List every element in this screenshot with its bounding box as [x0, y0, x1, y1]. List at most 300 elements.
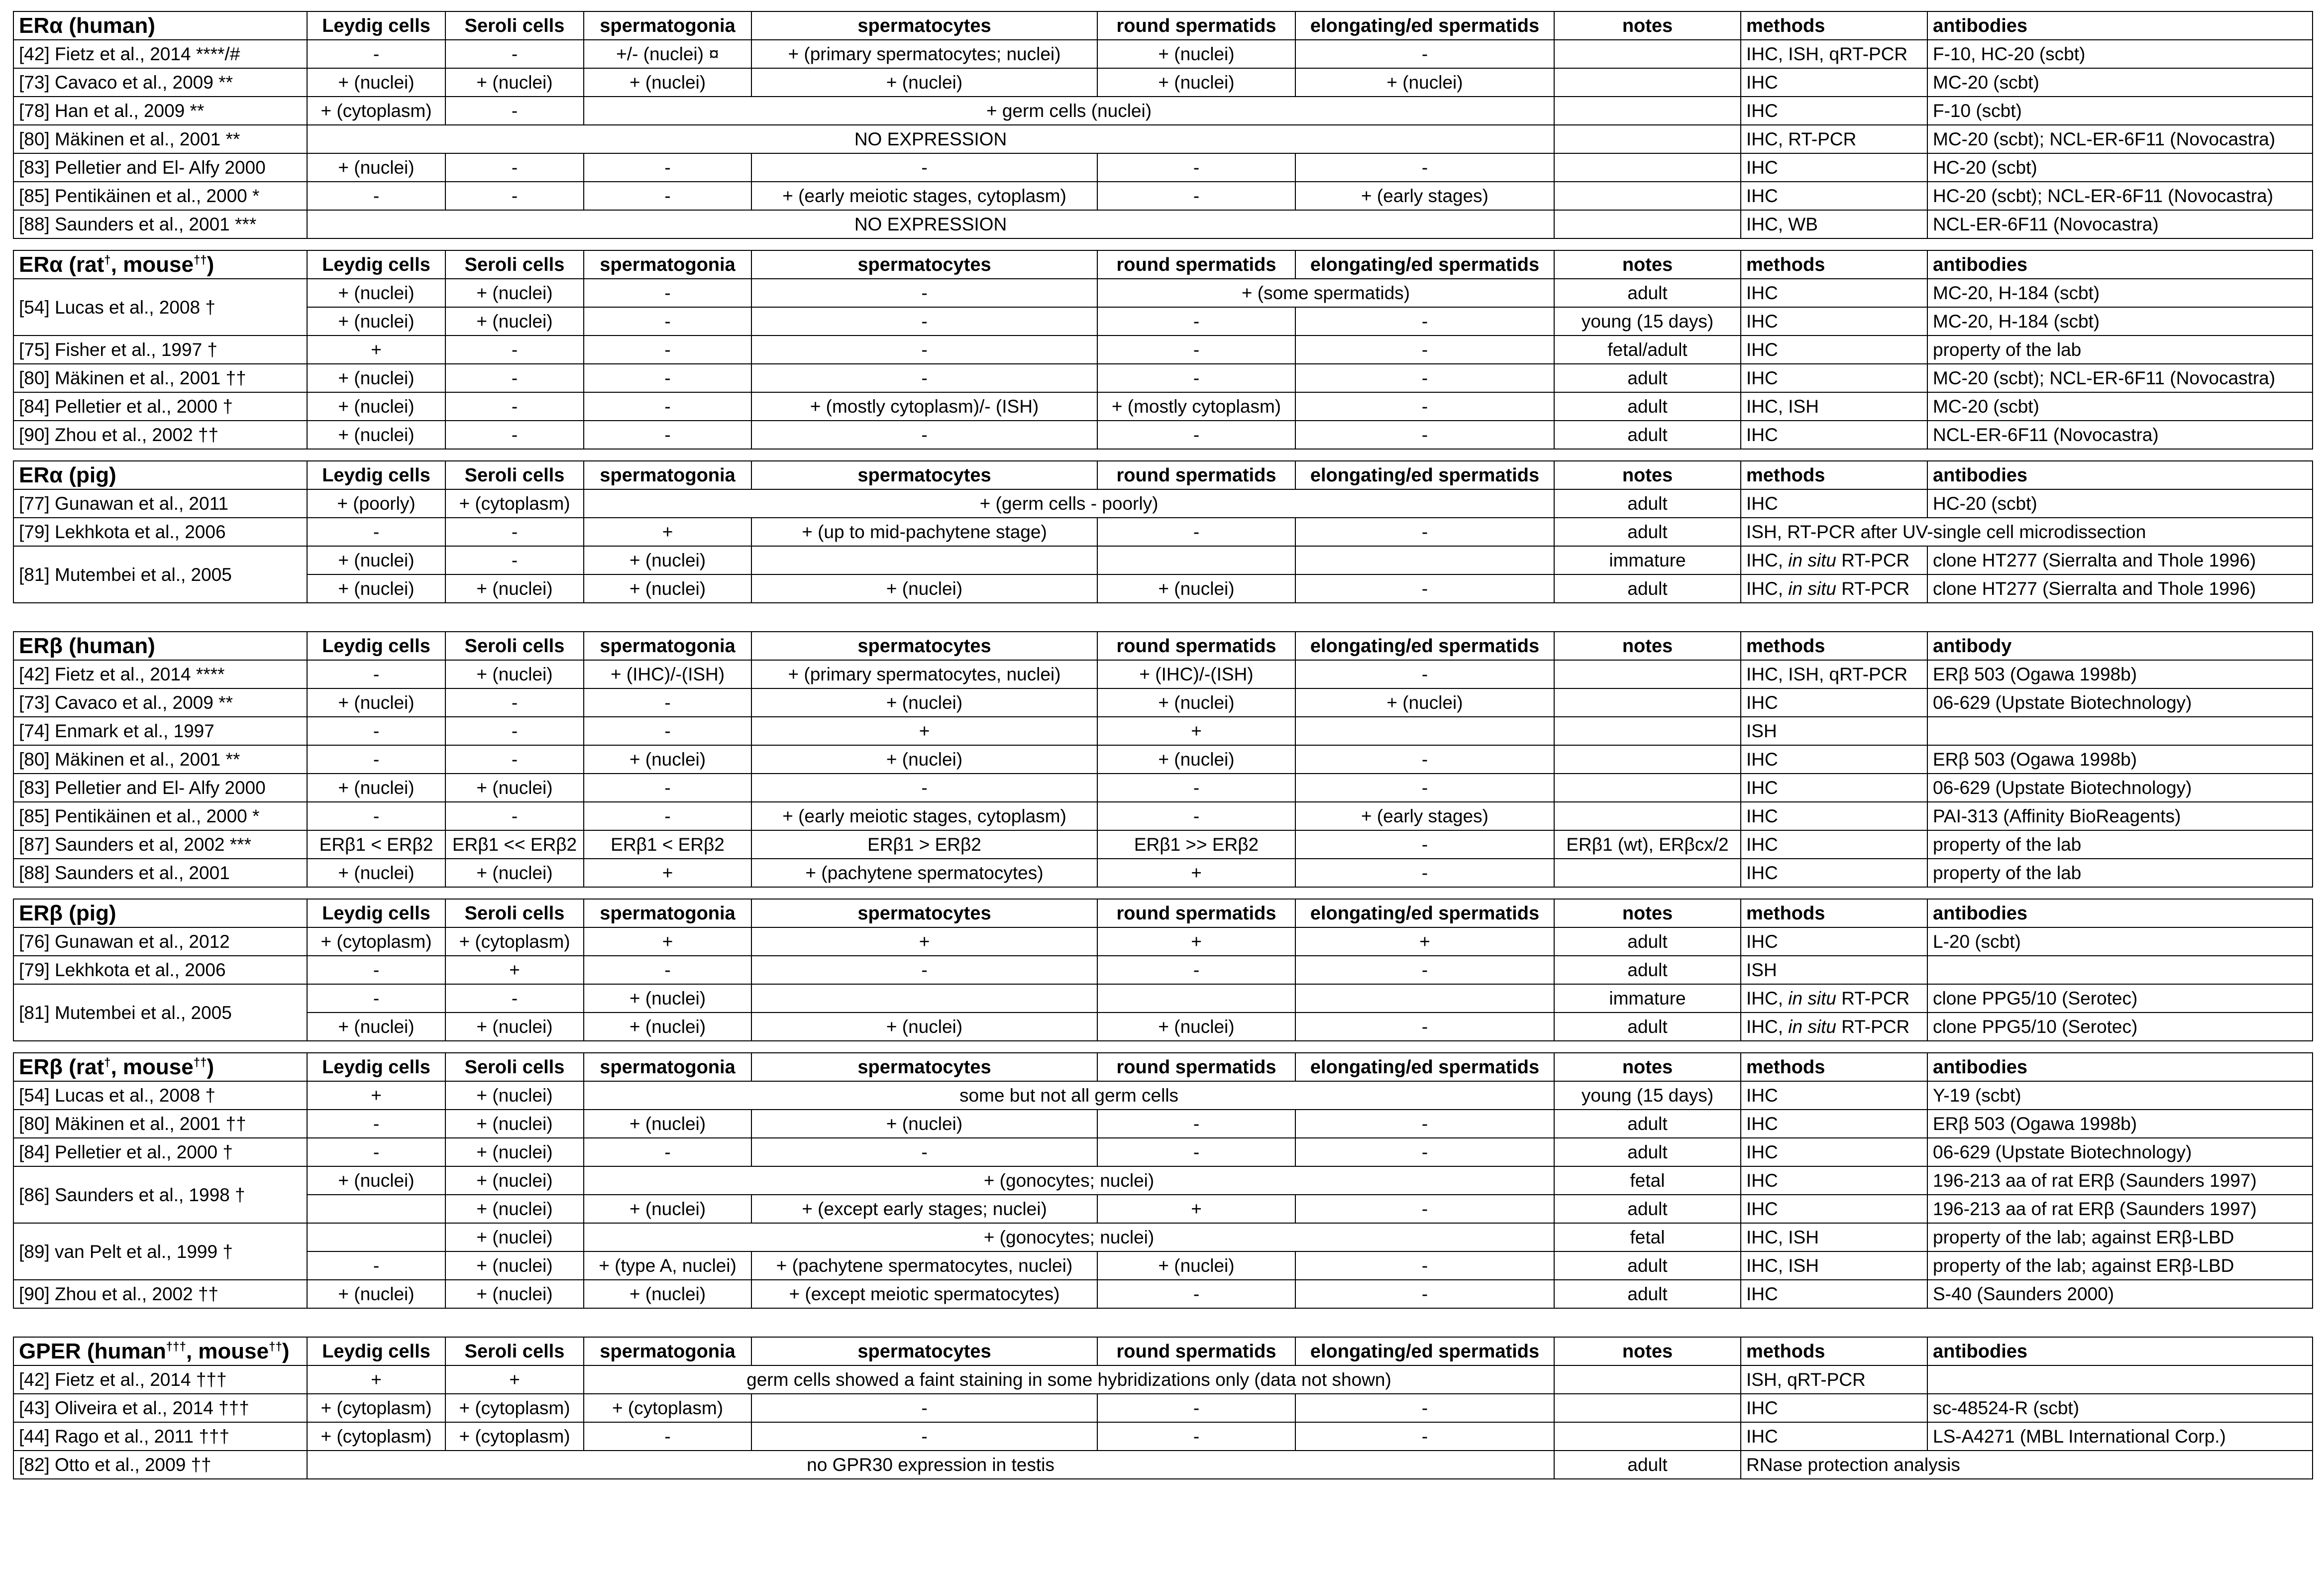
data-cell: + (IHC)/-(ISH)	[1097, 660, 1295, 688]
data-cell: -	[307, 518, 445, 546]
data-cell: fetal	[1554, 1223, 1741, 1251]
section-title-text: ERβ (human)	[19, 633, 155, 658]
column-header: notes	[1554, 1053, 1741, 1081]
data-cell: + (cytoplasm)	[445, 1422, 584, 1451]
column-header: round spermatids	[1097, 461, 1295, 489]
section-title-text: ERβ (pig)	[19, 901, 116, 925]
data-cell: MC-20 (scbt)	[1927, 68, 2313, 97]
section-title	[13, 11, 307, 40]
data-cell: + (nuclei)	[445, 660, 584, 688]
data-cell: + (early meiotic stages, cytoplasm)	[751, 802, 1097, 830]
table-row	[13, 392, 2313, 421]
column-header: antibodies	[1927, 461, 2313, 489]
data-cell: + (nuclei)	[307, 1166, 445, 1195]
column-header: notes	[1554, 250, 1741, 279]
data-cell: + (gonocytes; nuclei)	[584, 1166, 1554, 1195]
column-header: methods	[1741, 461, 1927, 489]
data-cell: adult	[1554, 1451, 1741, 1479]
section-title-footnote-mark: †	[104, 253, 111, 267]
table-row	[13, 1081, 2313, 1110]
column-header: round spermatids	[1097, 1337, 1295, 1365]
data-cell	[1554, 210, 1741, 238]
data-cell: -	[307, 802, 445, 830]
data-cell: +	[1295, 927, 1554, 956]
data-cell: -	[1097, 956, 1295, 984]
data-cell: IHC, ISH	[1741, 392, 1927, 421]
section-title-footnote-mark: ††	[193, 1055, 207, 1069]
section-title-footnote-mark: ††	[269, 1340, 282, 1353]
data-cell: -	[584, 336, 751, 364]
data-cell: some but not all germ cells	[584, 1081, 1554, 1110]
data-cell: IHC	[1741, 307, 1927, 336]
data-cell: + (primary spermatocytes, nuclei)	[751, 660, 1097, 688]
data-cell: -	[1295, 1422, 1554, 1451]
data-cell	[1741, 546, 1927, 574]
data-cell: +	[445, 1365, 584, 1394]
section-title-text: GPER (human	[19, 1339, 166, 1363]
data-cell: IHC	[1741, 1422, 1927, 1451]
data-cell: IHC	[1741, 859, 1927, 887]
data-cell: ERβ 503 (Ogawa 1998b)	[1927, 745, 2313, 774]
data-cell: -	[1295, 518, 1554, 546]
data-cell: -	[584, 279, 751, 307]
data-cell: -	[751, 956, 1097, 984]
section-header-row	[13, 1053, 2313, 1081]
reference-cell: [80] Mäkinen et al., 2001 **	[13, 745, 307, 774]
data-cell: -	[751, 336, 1097, 364]
data-cell: -	[584, 153, 751, 182]
data-cell: +	[584, 859, 751, 887]
data-cell	[1554, 802, 1741, 830]
data-cell: -	[307, 956, 445, 984]
data-cell: + (nuclei)	[307, 859, 445, 887]
data-cell: -	[1295, 392, 1554, 421]
data-cell: + (nuclei)	[751, 688, 1097, 717]
reference-cell: [42] Fietz et al., 2014 ****	[13, 660, 307, 688]
data-cell: -	[445, 336, 584, 364]
column-header: antibodies	[1927, 899, 2313, 927]
section-title-footnote-mark: ††	[193, 253, 207, 267]
data-cell: + (nuclei)	[584, 574, 751, 603]
data-cell: + (nuclei)	[307, 574, 445, 603]
data-cell: +	[307, 1365, 445, 1394]
cell-text-italic: in situ	[1788, 550, 1836, 570]
data-cell: ERβ1 < ERβ2	[307, 830, 445, 859]
data-cell: IHC, ISH, qRT-PCR	[1741, 660, 1927, 688]
data-cell	[1554, 68, 1741, 97]
reference-cell: [80] Mäkinen et al., 2001 ††	[13, 1110, 307, 1138]
data-cell: -	[1295, 774, 1554, 802]
data-cell: +	[751, 717, 1097, 745]
section-header-row	[13, 11, 2313, 40]
data-cell: -	[1097, 336, 1295, 364]
data-cell	[1554, 688, 1741, 717]
table-row	[13, 745, 2313, 774]
data-cell	[1927, 956, 2313, 984]
data-cell: -	[445, 745, 584, 774]
column-header: spermatogonia	[584, 632, 751, 660]
table-row	[13, 1251, 2313, 1280]
data-cell: -	[1295, 1195, 1554, 1223]
data-cell: + (nuclei)	[584, 984, 751, 1013]
data-cell: adult	[1554, 1013, 1741, 1041]
data-cell: ERβ1 > ERβ2	[751, 830, 1097, 859]
data-cell: IHC, ISH, qRT-PCR	[1741, 40, 1927, 68]
data-cell: -	[1295, 1251, 1554, 1280]
table-row	[13, 40, 2313, 68]
data-cell: IHC	[1741, 1280, 1927, 1308]
data-cell: -	[1097, 518, 1295, 546]
section-title	[13, 1337, 307, 1365]
data-cell: adult	[1554, 1110, 1741, 1138]
data-cell: + (nuclei)	[445, 68, 584, 97]
data-cell: + (nuclei)	[445, 1280, 584, 1308]
data-cell: clone HT277 (Sierralta and Thole 1996)	[1927, 546, 2313, 574]
reference-cell: [42] Fietz et al., 2014 †††	[13, 1365, 307, 1394]
data-cell: -	[751, 153, 1097, 182]
data-cell: -	[1295, 336, 1554, 364]
data-cell: -	[1097, 802, 1295, 830]
data-cell	[1927, 1365, 2313, 1394]
data-cell: +	[584, 927, 751, 956]
data-cell: IHC	[1741, 688, 1927, 717]
table-row	[13, 774, 2313, 802]
table-row	[13, 307, 2313, 336]
column-header: methods	[1741, 632, 1927, 660]
data-cell: -	[445, 421, 584, 449]
data-cell	[1554, 660, 1741, 688]
table-row	[13, 859, 2313, 887]
data-cell: IHC	[1741, 421, 1927, 449]
table-row	[13, 802, 2313, 830]
data-cell: + (nuclei)	[751, 68, 1097, 97]
data-cell: + (except meiotic spermatocytes)	[751, 1280, 1097, 1308]
column-header: elongating/ed spermatids	[1295, 1337, 1554, 1365]
data-cell	[1554, 745, 1741, 774]
data-cell: NCL-ER-6F11 (Novocastra)	[1927, 210, 2313, 238]
data-cell: + (pachytene spermatocytes)	[751, 859, 1097, 887]
reference-cell: [86] Saunders et al., 1998 †	[13, 1166, 307, 1223]
data-cell: + (nuclei)	[445, 1081, 584, 1110]
data-cell	[1554, 859, 1741, 887]
reference-cell: [42] Fietz et al., 2014 ****/#	[13, 40, 307, 68]
data-cell: + (nuclei)	[1295, 688, 1554, 717]
column-header: spermatogonia	[584, 1053, 751, 1081]
table-section	[13, 899, 2313, 1041]
reference-cell: [79] Lekhkota et al., 2006	[13, 956, 307, 984]
data-cell: -	[751, 364, 1097, 392]
reference-cell: [43] Oliveira et al., 2014 †††	[13, 1394, 307, 1422]
data-cell: + (early meiotic stages, cytoplasm)	[751, 182, 1097, 210]
data-cell: + (nuclei)	[751, 745, 1097, 774]
data-cell: + (nuclei)	[307, 279, 445, 307]
data-cell	[1554, 1394, 1741, 1422]
column-header: spermatocytes	[751, 250, 1097, 279]
data-cell: -	[584, 1138, 751, 1166]
column-header: antibodies	[1927, 11, 2313, 40]
data-cell: -	[307, 1110, 445, 1138]
data-cell	[1741, 1013, 1927, 1041]
data-cell: -	[1295, 745, 1554, 774]
data-cell: + (nuclei)	[445, 1166, 584, 1195]
table-row	[13, 125, 2313, 153]
section-title-text: )	[282, 1339, 290, 1363]
data-cell: adult	[1554, 1251, 1741, 1280]
data-cell: + (nuclei)	[1097, 688, 1295, 717]
data-cell	[307, 1223, 445, 1251]
table-row	[13, 1280, 2313, 1308]
data-cell: MC-20, H-184 (scbt)	[1927, 279, 2313, 307]
section-title-footnote-mark: †	[104, 1055, 111, 1069]
table-row	[13, 182, 2313, 210]
data-cell: IHC	[1741, 802, 1927, 830]
section-title-text: ERα (human)	[19, 13, 155, 38]
data-cell: +	[584, 518, 751, 546]
data-cell: + (nuclei)	[584, 1110, 751, 1138]
table-row	[13, 1195, 2313, 1223]
column-header: Seroli cells	[445, 1053, 584, 1081]
table-row	[13, 1138, 2313, 1166]
table-row	[13, 68, 2313, 97]
data-cell: + (nuclei)	[307, 546, 445, 574]
table-section	[13, 1337, 2313, 1479]
data-cell: -	[1097, 307, 1295, 336]
data-cell: -	[584, 182, 751, 210]
data-cell: -	[1295, 307, 1554, 336]
data-cell: HC-20 (scbt)	[1927, 153, 2313, 182]
data-cell: + (pachytene spermatocytes, nuclei)	[751, 1251, 1097, 1280]
data-cell: clone HT277 (Sierralta and Thole 1996)	[1927, 574, 2313, 603]
data-cell: -	[307, 745, 445, 774]
column-header: round spermatids	[1097, 632, 1295, 660]
data-cell: + (type A, nuclei)	[584, 1251, 751, 1280]
column-header: Seroli cells	[445, 899, 584, 927]
data-cell: + (nuclei)	[307, 307, 445, 336]
data-cell: -	[584, 307, 751, 336]
table-row	[13, 984, 2313, 1013]
column-header: antibody	[1927, 632, 2313, 660]
data-cell: -	[584, 688, 751, 717]
data-cell: + (nuclei)	[751, 574, 1097, 603]
data-cell	[1554, 717, 1741, 745]
data-cell: + (nuclei)	[307, 153, 445, 182]
data-cell: -	[584, 364, 751, 392]
table-row	[13, 1394, 2313, 1422]
column-header: Seroli cells	[445, 632, 584, 660]
data-cell: fetal	[1554, 1166, 1741, 1195]
reference-cell: [85] Pentikäinen et al., 2000 *	[13, 802, 307, 830]
data-cell: -	[751, 1138, 1097, 1166]
column-header: Seroli cells	[445, 461, 584, 489]
data-cell: + (nuclei)	[1097, 40, 1295, 68]
reference-cell: [75] Fisher et al., 1997 †	[13, 336, 307, 364]
reference-cell: [89] van Pelt et al., 1999 †	[13, 1223, 307, 1280]
section-title-text: )	[207, 252, 214, 277]
data-cell: ISH, qRT-PCR	[1741, 1365, 1927, 1394]
reference-cell: [88] Saunders et al., 2001 ***	[13, 210, 307, 238]
data-cell: -	[445, 182, 584, 210]
column-header: notes	[1554, 899, 1741, 927]
data-cell: + (nuclei)	[307, 421, 445, 449]
column-header: round spermatids	[1097, 1053, 1295, 1081]
data-cell: -	[1295, 830, 1554, 859]
data-cell: -	[1097, 774, 1295, 802]
data-cell: IHC	[1741, 927, 1927, 956]
reference-cell: [44] Rago et al., 2011 †††	[13, 1422, 307, 1451]
column-header: methods	[1741, 250, 1927, 279]
data-cell: -	[751, 774, 1097, 802]
data-cell: -	[1097, 1280, 1295, 1308]
data-cell: + (nuclei)	[1295, 68, 1554, 97]
data-cell: + (cytoplasm)	[307, 927, 445, 956]
section-gap	[13, 239, 2312, 250]
data-cell: +	[1097, 717, 1295, 745]
data-cell: adult	[1554, 1280, 1741, 1308]
column-header: Leydig cells	[307, 461, 445, 489]
reference-cell: [88] Saunders et al., 2001	[13, 859, 307, 887]
data-cell: young (15 days)	[1554, 307, 1741, 336]
data-cell: + (nuclei)	[307, 364, 445, 392]
data-cell: adult	[1554, 392, 1741, 421]
column-header: spermatocytes	[751, 11, 1097, 40]
data-cell: + (nuclei)	[584, 1280, 751, 1308]
data-cell: -	[445, 546, 584, 574]
data-cell: property of the lab; against ERβ-LBD	[1927, 1251, 2313, 1280]
data-cell: -	[584, 774, 751, 802]
data-cell: -	[1295, 1110, 1554, 1138]
reference-cell: [79] Lekhkota et al., 2006	[13, 518, 307, 546]
data-cell: clone PPG5/10 (Serotec)	[1927, 1013, 2313, 1041]
data-cell: IHC	[1741, 279, 1927, 307]
data-cell: no GPR30 expression in testis	[307, 1451, 1554, 1479]
section-gap	[13, 888, 2312, 899]
data-cell: + (IHC)/-(ISH)	[584, 660, 751, 688]
data-cell: + (nuclei)	[445, 1251, 584, 1280]
table-row	[13, 1365, 2313, 1394]
data-cell	[1097, 546, 1295, 574]
data-cell	[751, 546, 1097, 574]
reference-cell: [77] Gunawan et al., 2011	[13, 489, 307, 518]
data-cell: adult	[1554, 364, 1741, 392]
data-cell: property of the lab	[1927, 830, 2313, 859]
cell-text: IHC,	[1746, 988, 1789, 1009]
data-cell: + (nuclei)	[445, 1110, 584, 1138]
column-header: spermatocytes	[751, 461, 1097, 489]
data-cell: IHC	[1741, 336, 1927, 364]
data-cell: IHC	[1741, 364, 1927, 392]
data-cell: ERβ1 < ERβ2	[584, 830, 751, 859]
data-cell: -	[1295, 956, 1554, 984]
data-cell: adult	[1554, 1195, 1741, 1223]
data-cell: + (gonocytes; nuclei)	[584, 1223, 1554, 1251]
section-title-text: , mouse	[110, 1054, 194, 1079]
data-cell: IHC	[1741, 745, 1927, 774]
table-row	[13, 1013, 2313, 1041]
table-row	[13, 421, 2313, 449]
data-cell: HC-20 (scbt); NCL-ER-6F11 (Novocastra)	[1927, 182, 2313, 210]
reference-cell: [84] Pelletier et al., 2000 †	[13, 1138, 307, 1166]
column-header: spermatogonia	[584, 11, 751, 40]
reference-cell: [81] Mutembei et al., 2005	[13, 546, 307, 603]
column-header: Leydig cells	[307, 1337, 445, 1365]
data-cell: + (nuclei)	[307, 774, 445, 802]
data-cell: property of the lab	[1927, 859, 2313, 887]
section-title-text: )	[207, 1054, 214, 1079]
data-cell: + (cytoplasm)	[307, 1422, 445, 1451]
data-cell: adult	[1554, 421, 1741, 449]
reference-cell: [80] Mäkinen et al., 2001 ††	[13, 364, 307, 392]
column-header: spermatocytes	[751, 1337, 1097, 1365]
data-cell: + (nuclei)	[445, 859, 584, 887]
data-cell: + (early stages)	[1295, 802, 1554, 830]
data-cell: HC-20 (scbt)	[1927, 489, 2313, 518]
reference-cell: [84] Pelletier et al., 2000 †	[13, 392, 307, 421]
data-cell: + (nuclei)	[1097, 745, 1295, 774]
column-header: notes	[1554, 11, 1741, 40]
cell-text-italic: in situ	[1788, 988, 1836, 1009]
data-cell: -	[445, 40, 584, 68]
reference-cell: [87] Saunders et al, 2002 ***	[13, 830, 307, 859]
data-cell: IHC	[1741, 1394, 1927, 1422]
table-row	[13, 489, 2313, 518]
section-title-text: ERα (pig)	[19, 462, 116, 487]
data-cell	[1295, 984, 1554, 1013]
table-row	[13, 153, 2313, 182]
data-cell: + germ cells (nuclei)	[584, 97, 1554, 125]
column-header: spermatocytes	[751, 899, 1097, 927]
data-cell: +	[307, 1081, 445, 1110]
table-row	[13, 1451, 2313, 1479]
data-cell: sc-48524-R (scbt)	[1927, 1394, 2313, 1422]
table-row	[13, 546, 2313, 574]
data-cell: -	[307, 717, 445, 745]
cell-text: RT-PCR	[1836, 578, 1910, 599]
table-row	[13, 1110, 2313, 1138]
data-cell: + (cytoplasm)	[307, 97, 445, 125]
data-cell: -	[307, 1251, 445, 1280]
section-header-row	[13, 1337, 2313, 1365]
data-cell: + (cytoplasm)	[445, 1394, 584, 1422]
column-header: methods	[1741, 1053, 1927, 1081]
reference-cell: [78] Han et al., 2009 **	[13, 97, 307, 125]
cell-text: IHC,	[1746, 550, 1789, 570]
data-cell: + (nuclei)	[445, 574, 584, 603]
data-cell: 196-213 aa of rat ERβ (Saunders 1997)	[1927, 1195, 2313, 1223]
data-cell: 06-629 (Upstate Biotechnology)	[1927, 774, 2313, 802]
data-cell: + (primary spermatocytes; nuclei)	[751, 40, 1097, 68]
reference-cell: [83] Pelletier and El- Alfy 2000	[13, 774, 307, 802]
cell-text: RT-PCR	[1836, 550, 1910, 570]
data-cell: + (some spermatids)	[1097, 279, 1554, 307]
data-cell: +	[1097, 859, 1295, 887]
data-cell: + (nuclei)	[1097, 68, 1295, 97]
reference-cell: [90] Zhou et al., 2002 ††	[13, 1280, 307, 1308]
data-cell	[1554, 97, 1741, 125]
data-cell: adult	[1554, 956, 1741, 984]
section-header-row	[13, 250, 2313, 279]
column-header: spermatogonia	[584, 250, 751, 279]
data-cell: + (nuclei)	[445, 307, 584, 336]
data-cell: -	[751, 1394, 1097, 1422]
data-cell: ISH	[1741, 717, 1927, 745]
data-cell: -	[445, 984, 584, 1013]
data-cell: -	[307, 182, 445, 210]
data-cell: IHC	[1741, 68, 1927, 97]
column-header: spermatogonia	[584, 899, 751, 927]
section-header-row	[13, 461, 2313, 489]
section-gap	[13, 1041, 2312, 1052]
data-cell: -	[1295, 153, 1554, 182]
